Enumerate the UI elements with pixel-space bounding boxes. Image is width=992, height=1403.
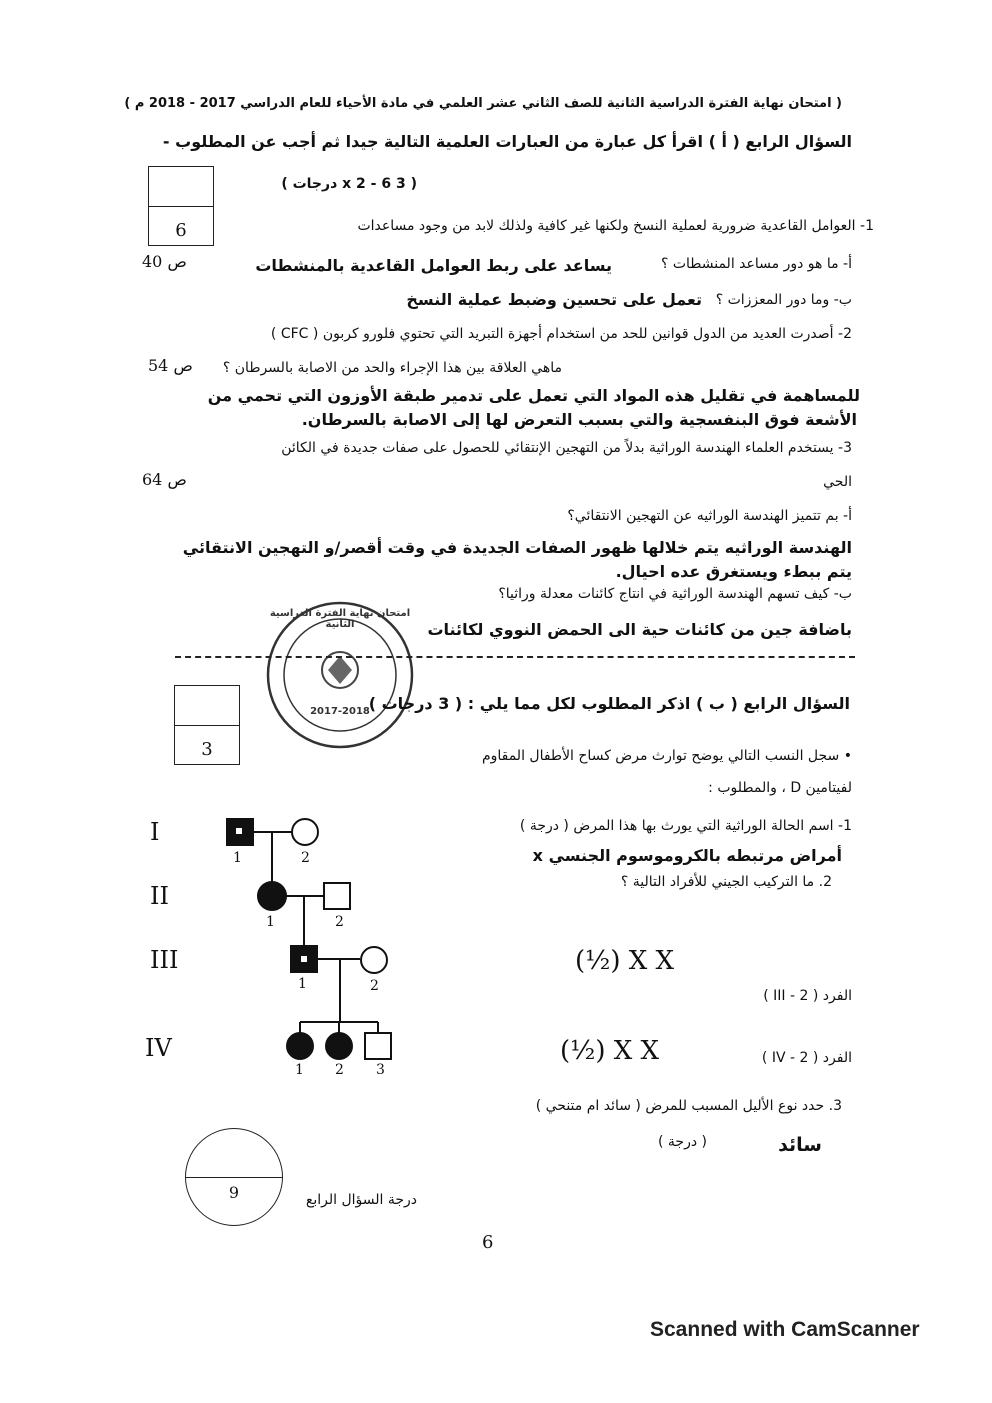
part-a-score-box [148, 166, 214, 246]
q3-stem-line2: الحي [823, 474, 852, 490]
q1a-answer: يساعد على ربط العوامل القاعدية بالمنشطات [255, 256, 612, 275]
part-b-q1-question: 1- اسم الحالة الوراثية التي يورث بها هذا المرض ( درجة ) [519, 818, 852, 834]
q2-answer-line2: الأشعة فوق البنفسجية والتي بسبب التعرض لها إلى الاصابة بالسرطان. [301, 410, 857, 429]
gen1-female-unaffected [292, 819, 318, 845]
q1a-question: أ- ما هو دور مساعد المنشطات ؟ [660, 256, 852, 272]
q1b-question: ب- وما دور المعززات ؟ [715, 292, 852, 308]
part-b-title: السؤال الرابع ( ب ) اذكر المطلوب لكل مما يلي : ( 3 درجات ) [368, 694, 850, 713]
part-b-intro-line1: • سجل النسب التالي يوضح توارث مرض كساح الأطفال المقاوم [481, 748, 852, 764]
generation-II: II [150, 882, 169, 910]
individual-1-genotype: (½) X X [575, 946, 675, 976]
pedigree-label: 1 [266, 914, 275, 930]
part-b-intro-line2: لفيتامين D ، والمطلوب : [708, 780, 852, 796]
gen4-male-unaffected [365, 1033, 391, 1059]
q3a-question: أ- بم تتميز الهندسة الوراثيه عن التهجين الانتقائي؟ [567, 508, 852, 524]
q1-stem: 1- العوامل القاعدية ضرورية لعملية النسخ ولكنها غير كافية ولذلك لابد من وجود مساعدات [357, 218, 874, 234]
part-b-q2-question: 2. ما التركيب الجيني للأفراد التالية ؟ [620, 874, 832, 890]
stamp-year: 2017-2018 [310, 706, 370, 717]
pedigree-label: 3 [376, 1062, 385, 1078]
individual-2-label: الفرد ( 2 - IV ) [761, 1050, 852, 1066]
gen4-female-affected-1 [287, 1033, 313, 1059]
part-b-q1-answer: أمراض مرتبطه بالكروموسوم الجنسي x [532, 846, 842, 865]
total-score: 9 [228, 1183, 240, 1202]
pedigree-label: 1 [233, 850, 242, 866]
ministry-stamp [265, 600, 415, 750]
q3-page-ref: ص 64 [142, 470, 187, 489]
part-b-q3-answer: سائد [778, 1134, 822, 1156]
camscanner-footer: Scanned with CamScanner [650, 1318, 920, 1341]
part-a-title: السؤال الرابع ( أ ) اقرأ كل عبارة من العبارات العلمية التالية جيدا ثم أجب عن المطلوب - [162, 132, 852, 151]
generation-III: III [150, 946, 179, 974]
q2-question: ماهي العلاقة بين هذا الإجراء والحد من الاصابة بالسرطان ؟ [222, 360, 562, 376]
stamp-text: امتحان نهاية الفترة الدراسية الثانية [269, 608, 411, 630]
pedigree-label: 2 [335, 914, 344, 930]
q2-answer-line1: للمساهمة في تقليل هذه المواد التي تعمل على تدمير طبقة الأوزون التي تحمي من [207, 386, 860, 405]
gen2-male-unaffected [324, 883, 350, 909]
q3a-answer-line2: يتم ببطء ويستغرق عده احيال. [615, 562, 852, 581]
pedigree-label: 2 [370, 978, 379, 994]
part-a-marks: ( 3 x 2 - 6 درجات ) [281, 176, 417, 192]
q3a-answer-line1: الهندسة الوراثيه يتم خلالها ظهور الصفات الجديدة في وقت أقصر/و التهجين الانتقائي [182, 538, 852, 557]
part-b-score-box [174, 685, 240, 765]
q1a-page-ref: ص 40 [142, 252, 187, 271]
gen3-female-unaffected [361, 947, 387, 973]
total-score-circle [185, 1128, 283, 1226]
pedigree-label: 2 [335, 1062, 344, 1078]
section-divider [175, 656, 855, 658]
q3-stem-line1: 3- يستخدم العلماء الهندسة الوراثية بدلاً من التهجين الإنتقائي للحصول على صفات جديدة في الكائن [281, 440, 852, 456]
pedigree-label: 2 [301, 850, 310, 866]
gen4-female-affected-2 [326, 1033, 352, 1059]
pedigree-label: 1 [298, 976, 307, 992]
pedigree-label: 1 [295, 1062, 304, 1078]
generation-I: I [150, 818, 160, 846]
q1b-answer: تعمل على تحسين وضبط عملية النسخ [406, 290, 702, 309]
pedigree-chart [200, 800, 430, 1090]
part-b-score: 3 [201, 739, 213, 760]
part-b-q3-marks: ( درجة ) [658, 1134, 707, 1150]
individual-1-label: الفرد ( 2 - III ) [763, 988, 852, 1004]
q2-page-ref: ص 54 [148, 356, 193, 375]
part-b-q3-question: 3. حدد نوع الأليل المسبب للمرض ( سائد ام متنحي ) [535, 1098, 842, 1114]
q3b-question: ب- كيف تسهم الهندسة الوراثية في انتاج كائنات معدلة وراثيا؟ [498, 586, 852, 602]
exam-header: ( امتحان نهاية الفترة الدراسية الثانية للصف الثاني عشر العلمي في مادة الأحياء للعام الدراسي 2017 - 2018 م ) [124, 96, 842, 111]
gen2-female-affected [258, 882, 286, 910]
total-score-label: درجة السؤال الرابع [305, 1192, 417, 1208]
q2-stem: 2- أصدرت العديد من الدول قوانين للحد من استخدام أجهزة التبريد التي تحتوي فلورو كربون ( CFC ) [270, 326, 852, 342]
generation-IV: IV [145, 1034, 172, 1062]
q3b-answer: باضافة جين من كائنات حية الى الحمض النووي لكائنات [427, 620, 852, 639]
part-a-score: 6 [175, 220, 187, 241]
individual-2-genotype: (½) X X [560, 1036, 660, 1066]
page-number: 6 [482, 1232, 494, 1253]
